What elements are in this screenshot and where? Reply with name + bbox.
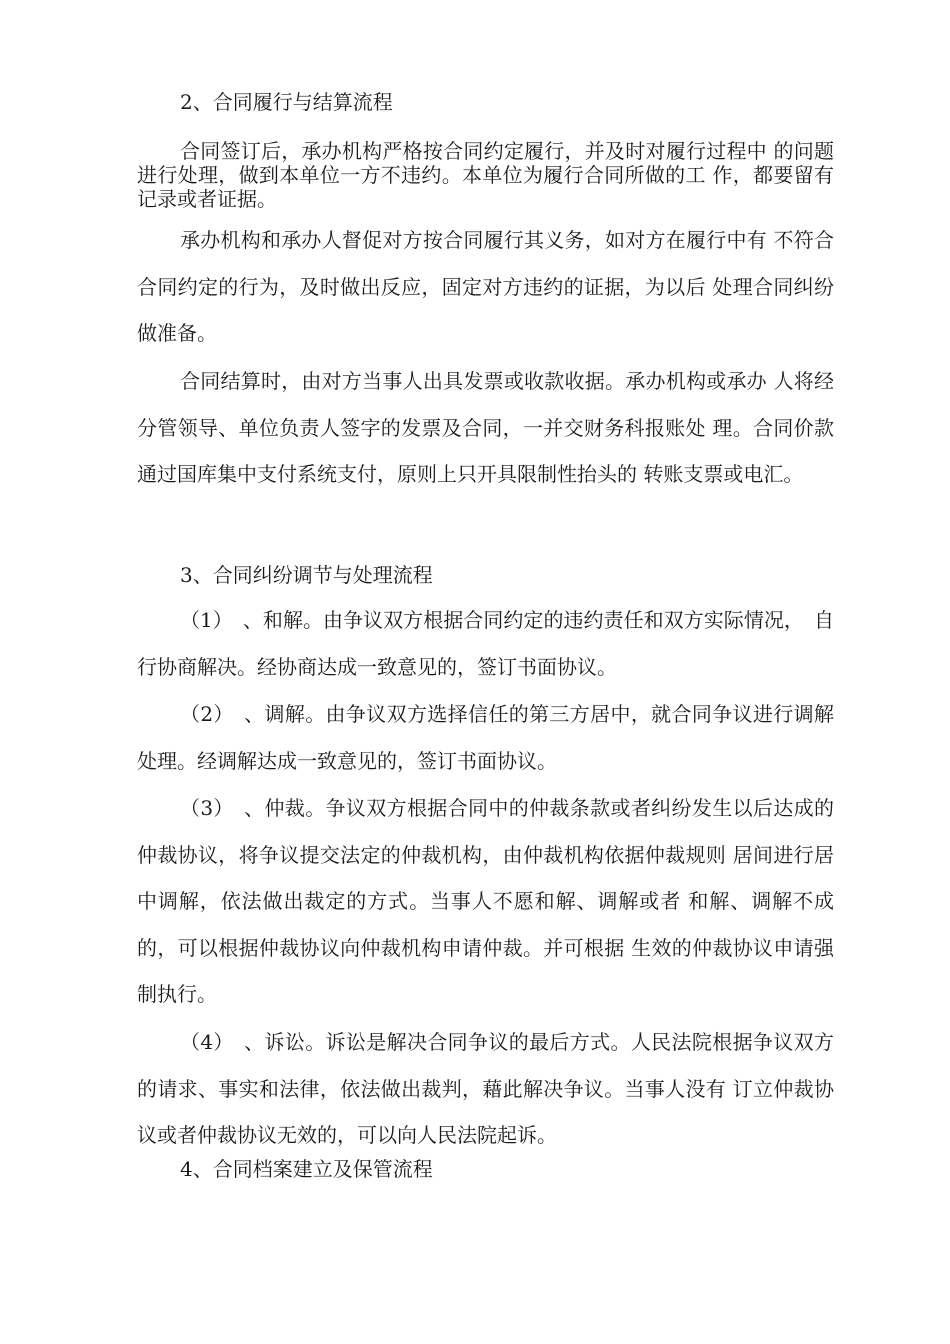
list-item-reconciliation: （1） 、和解。由争议双方根据合同约定的违约责任和双方实际情况， 自行协商解决。经协商达成一致意见的，签订书面协议。 [137,608,834,679]
list-item-litigation: （4） 、诉讼。诉讼是解决合同争议的最后方式。人民法院根据争议双方的请求、事实和法律，依法做出裁判，藉此解决争议。当事人没有 订立仲裁协议或者仲裁协议无效的，可以向人民法院起诉。 [137,1030,834,1147]
list-item-mediation: （2） 、调解。由争议双方选择信任的第三方居中，就合同争议进行调解处理。经调解达成一致意见的，签订书面协议。 [137,702,834,773]
paragraph-performance: 合同签订后，承办机构严格按合同约定履行，并及时对履行过程中 的问题进行处理，做到本单位一方不违约。本单位为履行合同所做的工 作，都要留有记录或者证据。 [137,139,834,211]
paragraph-supervision: 承办机构和承办人督促对方按合同履行其义务，如对方在履行中有 不符合合同约定的行为，及时做出反应，固定对方违约的证据，为以后 处理合同纠纷做准备。 [137,228,834,345]
paragraph-settlement: 合同结算时，由对方当事人出具发票或收款收据。承办机构或承办 人将经分管领导、单位负责人签字的发票及合同，一并交财务科报账处 理。合同价款通过国库集中支付系统支付，原则上只开具限制性抬头的 转账支票或电汇。 [137,369,834,486]
section-heading-3: 3、合同纠纷调节与处理流程 [180,563,433,587]
section-heading-4: 4、合同档案建立及保管流程 [180,1157,433,1181]
list-item-arbitration: （3） 、仲裁。争议双方根据合同中的仲裁条款或者纠纷发生以后达成的仲裁协议，将争议提交法定的仲裁机构，由仲裁机构依据仲裁规则 居间进行居中调解，依法做出裁定的方式。当事人不愿和解、调解或者 和解、调解不成的，可以根据仲裁协议向仲裁机构申请仲裁。并可根据 生效的仲裁协议申请强制执行。 [137,796,834,1006]
section-heading-2: 2、合同履行与结算流程 [180,90,393,114]
